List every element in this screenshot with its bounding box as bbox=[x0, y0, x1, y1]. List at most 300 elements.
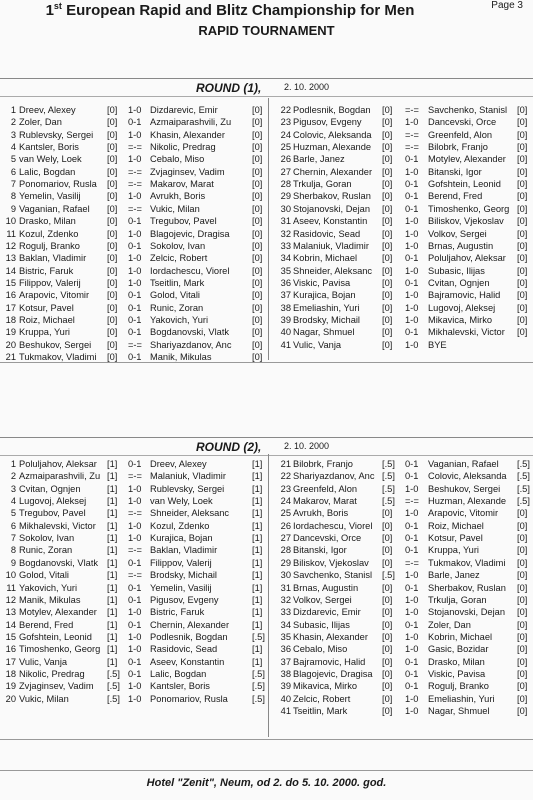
result: 0-1 bbox=[128, 619, 142, 630]
white-score: [0] bbox=[382, 520, 393, 531]
black-player: Nikolic, Predrag bbox=[150, 142, 216, 153]
white-player: Zoler, Dan bbox=[19, 117, 62, 128]
black-score: [0] bbox=[517, 681, 528, 692]
white-player: Kobrin, Michael bbox=[293, 253, 358, 264]
white-player: Bogdanovski, Vlatk bbox=[19, 557, 99, 568]
white-player: Vulic, Vanja bbox=[293, 339, 342, 350]
board-number: 29 bbox=[280, 191, 291, 202]
board-number: 2 bbox=[10, 117, 16, 128]
pairing-row bbox=[0, 705, 533, 717]
result: 1-0 bbox=[405, 216, 419, 227]
white-player: Rogulj, Branko bbox=[19, 240, 80, 251]
black-player: Avrukh, Boris bbox=[150, 191, 206, 202]
pairing-row bbox=[0, 693, 533, 705]
result: 0-1 bbox=[405, 203, 419, 214]
black-player: Bajramovic, Halid bbox=[428, 290, 501, 301]
white-score: [0] bbox=[107, 142, 118, 153]
white-player: Chernin, Alexander bbox=[293, 166, 373, 177]
board-number: 8 bbox=[10, 545, 16, 556]
black-score: [0] bbox=[517, 656, 528, 667]
black-player: Makarov, Marat bbox=[150, 179, 214, 190]
board-number: 26 bbox=[280, 154, 291, 165]
black-score: [0] bbox=[517, 594, 528, 605]
white-player: van Wely, Loek bbox=[19, 154, 82, 165]
black-score: [0] bbox=[252, 105, 263, 115]
result: =-= bbox=[405, 129, 419, 140]
black-score: [0] bbox=[517, 314, 528, 325]
black-player: Filippov, Valerij bbox=[150, 557, 212, 568]
white-score: [1] bbox=[107, 483, 118, 494]
white-score: [1] bbox=[107, 607, 118, 618]
result: 0-1 bbox=[405, 179, 419, 190]
pairing-row bbox=[0, 277, 533, 289]
board-number: 34 bbox=[280, 253, 291, 264]
board-number: 24 bbox=[280, 129, 291, 140]
white-score: [0] bbox=[382, 117, 393, 128]
result: 0-1 bbox=[128, 302, 142, 313]
result: 1-0 bbox=[128, 644, 142, 655]
board-number: 36 bbox=[280, 644, 291, 655]
result: 0-1 bbox=[405, 582, 419, 593]
white-player: Mikhalevski, Victor bbox=[19, 520, 96, 531]
white-score: [0] bbox=[107, 290, 118, 301]
result: 1-0 bbox=[405, 166, 419, 177]
result: =-= bbox=[128, 508, 142, 519]
white-player: Rasidovic, Sead bbox=[293, 228, 361, 239]
white-player: Rublevsky, Sergei bbox=[19, 129, 94, 140]
white-score: [0] bbox=[382, 290, 393, 301]
white-score: [.5] bbox=[382, 483, 395, 494]
result: =-= bbox=[405, 496, 419, 507]
black-score: [0] bbox=[252, 179, 263, 190]
white-player: Vulic, Vanja bbox=[19, 656, 68, 667]
white-score: [.5] bbox=[382, 459, 395, 469]
white-score: [0] bbox=[382, 656, 393, 667]
board-number: 39 bbox=[280, 314, 291, 325]
white-player: Cvitan, Ognjen bbox=[19, 483, 81, 494]
black-player: Mikhalevski, Victor bbox=[428, 327, 505, 338]
board-number: 21 bbox=[280, 459, 291, 469]
black-player: Kurajica, Bojan bbox=[150, 533, 213, 544]
board-number: 36 bbox=[280, 277, 291, 288]
white-score: [0] bbox=[107, 154, 118, 165]
white-score: [0] bbox=[107, 117, 118, 128]
black-player: Ponomariov, Rusla bbox=[150, 693, 228, 704]
pairing-row bbox=[0, 265, 533, 277]
board-number: 37 bbox=[280, 656, 291, 667]
white-score: [0] bbox=[107, 314, 118, 325]
white-player: Kurajica, Bojan bbox=[293, 290, 356, 301]
black-player: Dreev, Alexey bbox=[150, 459, 207, 469]
white-player: Colovic, Aleksanda bbox=[293, 129, 372, 140]
black-score: [1] bbox=[252, 582, 263, 593]
board-number: 13 bbox=[5, 253, 16, 264]
white-player: Tseitlin, Mark bbox=[293, 706, 348, 716]
result: 0-1 bbox=[128, 314, 142, 325]
result: 1-0 bbox=[405, 314, 419, 325]
pairing-row bbox=[0, 495, 533, 507]
black-score: [0] bbox=[517, 668, 528, 679]
pairing-row bbox=[0, 203, 533, 215]
black-score: [0] bbox=[517, 508, 528, 519]
pairing-row bbox=[0, 532, 533, 544]
white-score: [0] bbox=[382, 179, 393, 190]
board-number: 18 bbox=[5, 314, 16, 325]
white-player: Bitanski, Igor bbox=[293, 545, 347, 556]
white-score: [.5] bbox=[382, 570, 395, 581]
board-number: 6 bbox=[10, 520, 16, 531]
black-score: [1] bbox=[252, 471, 263, 482]
result: 0-1 bbox=[405, 533, 419, 544]
black-player: Chernin, Alexander bbox=[150, 619, 230, 630]
black-player: Sokolov, Ivan bbox=[150, 240, 206, 251]
black-player: Vaganian, Rafael bbox=[428, 459, 499, 469]
white-player: Aseev, Konstantin bbox=[293, 216, 368, 227]
board-number: 38 bbox=[280, 668, 291, 679]
black-score: [0] bbox=[252, 314, 263, 325]
board-number: 22 bbox=[280, 471, 291, 482]
board-number: 1 bbox=[10, 459, 16, 469]
white-score: [0] bbox=[107, 327, 118, 338]
white-player: Dreev, Alexey bbox=[19, 105, 76, 115]
result: 0-1 bbox=[128, 459, 142, 469]
result: 1-0 bbox=[128, 496, 142, 507]
result: =-= bbox=[128, 339, 142, 350]
pairing-row bbox=[0, 520, 533, 532]
black-score: [0] bbox=[252, 277, 263, 288]
white-score: [1] bbox=[107, 656, 118, 667]
black-player: Arapovic, Vitomir bbox=[428, 508, 499, 519]
white-player: Trkulja, Goran bbox=[293, 179, 352, 190]
result: 1-0 bbox=[128, 520, 142, 531]
white-player: Viskic, Pavisa bbox=[293, 277, 351, 288]
pairing-row bbox=[0, 116, 533, 128]
white-player: Ponomariov, Rusla bbox=[19, 179, 97, 190]
black-player: Malaniuk, Vladimir bbox=[150, 471, 226, 482]
black-player: Vukic, Milan bbox=[150, 203, 200, 214]
white-score: [.5] bbox=[382, 471, 395, 482]
black-player: Bistric, Faruk bbox=[150, 607, 205, 618]
white-score: [1] bbox=[107, 459, 118, 469]
white-score: [0] bbox=[107, 228, 118, 239]
board-number: 14 bbox=[5, 619, 16, 630]
result: 1-0 bbox=[405, 607, 419, 618]
black-player: Runic, Zoran bbox=[150, 302, 204, 313]
white-score: [0] bbox=[107, 191, 118, 202]
pairing-row bbox=[0, 302, 533, 314]
result: 0-1 bbox=[128, 656, 142, 667]
white-score: [1] bbox=[107, 594, 118, 605]
black-score: [0] bbox=[517, 545, 528, 556]
result: 1-0 bbox=[405, 117, 419, 128]
white-score: [0] bbox=[382, 228, 393, 239]
black-score: [1] bbox=[252, 594, 263, 605]
document-title: 1st European Rapid and Blitz Championship for Men bbox=[45, 1, 415, 19]
black-score: [0] bbox=[517, 631, 528, 642]
board-number: 15 bbox=[5, 277, 16, 288]
black-player: van Wely, Loek bbox=[150, 496, 213, 507]
white-score: [0] bbox=[382, 508, 393, 519]
white-player: Zvjaginsev, Vadim bbox=[19, 681, 94, 692]
result: 0-1 bbox=[405, 327, 419, 338]
round-title: ROUND (1), bbox=[196, 81, 262, 95]
white-score: [0] bbox=[107, 216, 118, 227]
black-player: Kantsler, Boris bbox=[150, 681, 210, 692]
white-score: [0] bbox=[107, 352, 118, 362]
board-number: 32 bbox=[280, 594, 291, 605]
black-player: Drasko, Milan bbox=[428, 656, 485, 667]
white-score: [0] bbox=[107, 203, 118, 214]
black-player: Berend, Fred bbox=[428, 191, 483, 202]
board-number: 13 bbox=[5, 607, 16, 618]
white-score: [0] bbox=[107, 265, 118, 276]
white-score: [1] bbox=[107, 644, 118, 655]
black-score: [0] bbox=[252, 216, 263, 227]
black-score: [1] bbox=[252, 570, 263, 581]
white-player: Timoshenko, Georg bbox=[19, 644, 101, 655]
result: 1-0 bbox=[128, 277, 142, 288]
pairing-row bbox=[0, 326, 533, 338]
black-score: [0] bbox=[517, 129, 528, 140]
board-number: 40 bbox=[280, 327, 291, 338]
black-player: Mikavica, Mirko bbox=[428, 314, 493, 325]
result: 1-0 bbox=[405, 339, 419, 350]
black-player: Aseev, Konstantin bbox=[150, 656, 225, 667]
black-score: [.5] bbox=[252, 693, 265, 704]
result: 1-0 bbox=[405, 631, 419, 642]
board-number: 10 bbox=[5, 216, 16, 227]
white-score: [0] bbox=[382, 327, 393, 338]
result: 1-0 bbox=[405, 240, 419, 251]
black-score: [0] bbox=[517, 277, 528, 288]
white-score: [0] bbox=[382, 142, 393, 153]
black-player: Biliskov, Vjekoslav bbox=[428, 216, 504, 227]
board-number: 23 bbox=[280, 483, 291, 494]
black-score: [0] bbox=[252, 154, 263, 165]
black-score: [.5] bbox=[252, 668, 265, 679]
black-score: [0] bbox=[252, 290, 263, 301]
black-score: [.5] bbox=[517, 471, 530, 482]
board-number: 19 bbox=[5, 681, 16, 692]
black-score: [0] bbox=[517, 582, 528, 593]
pairing-row bbox=[0, 129, 533, 141]
white-player: Tukmakov, Vladimi bbox=[19, 352, 97, 362]
black-score: [0] bbox=[517, 166, 528, 177]
white-player: Barle, Janez bbox=[293, 154, 345, 165]
white-score: [0] bbox=[382, 631, 393, 642]
result: 0-1 bbox=[405, 253, 419, 264]
board-number: 33 bbox=[280, 607, 291, 618]
result: 1-0 bbox=[128, 265, 142, 276]
result: =-= bbox=[405, 142, 419, 153]
result: 0-1 bbox=[128, 594, 142, 605]
black-player: Tregubov, Pavel bbox=[150, 216, 217, 227]
white-score: [0] bbox=[382, 533, 393, 544]
black-player: Gasic, Bozidar bbox=[428, 644, 489, 655]
white-score: [1] bbox=[107, 545, 118, 556]
board-number: 20 bbox=[5, 339, 16, 350]
white-score: [.5] bbox=[107, 693, 120, 704]
black-player: Barle, Janez bbox=[428, 570, 480, 581]
white-player: Kruppa, Yuri bbox=[19, 327, 70, 338]
board-number: 37 bbox=[280, 290, 291, 301]
black-player: Poluljahov, Aleksar bbox=[428, 253, 506, 264]
white-score: [0] bbox=[382, 203, 393, 214]
white-player: Mikavica, Mirko bbox=[293, 681, 358, 692]
white-score: [0] bbox=[107, 277, 118, 288]
white-player: Avrukh, Boris bbox=[293, 508, 349, 519]
white-score: [0] bbox=[382, 302, 393, 313]
white-score: [1] bbox=[107, 582, 118, 593]
black-score: [0] bbox=[517, 570, 528, 581]
black-score: [1] bbox=[252, 533, 263, 544]
result: 0-1 bbox=[128, 327, 142, 338]
result: =-= bbox=[128, 570, 142, 581]
white-score: [0] bbox=[382, 594, 393, 605]
black-score: [0] bbox=[517, 302, 528, 313]
black-score: [0] bbox=[517, 607, 528, 618]
white-player: Vaganian, Rafael bbox=[19, 203, 90, 214]
white-score: [0] bbox=[382, 191, 393, 202]
black-player: Subasic, Ilijas bbox=[428, 265, 485, 276]
white-player: Filippov, Valerij bbox=[19, 277, 81, 288]
board-number: 30 bbox=[280, 203, 291, 214]
result: 1-0 bbox=[405, 228, 419, 239]
result: =-= bbox=[128, 142, 142, 153]
white-player: Emeliashin, Yuri bbox=[293, 302, 360, 313]
white-score: [1] bbox=[107, 471, 118, 482]
black-player: Zvjaginsev, Vadim bbox=[150, 166, 225, 177]
result: 1-0 bbox=[128, 483, 142, 494]
result: 0-1 bbox=[128, 557, 142, 568]
footer: Hotel "Zenit", Neum, od 2. do 5. 10. 2000. god. bbox=[146, 777, 387, 789]
black-score: [1] bbox=[252, 483, 263, 494]
white-score: [0] bbox=[382, 240, 393, 251]
document-subtitle: RAPID TOURNAMENT bbox=[198, 23, 335, 38]
black-score: [0] bbox=[252, 117, 263, 128]
black-score: [1] bbox=[252, 607, 263, 618]
result: 0-1 bbox=[405, 459, 419, 469]
board-number: 26 bbox=[280, 520, 291, 531]
pairing-row bbox=[0, 569, 533, 581]
white-player: Podlesnik, Bogdan bbox=[293, 105, 371, 115]
black-player: Pigusov, Evgeny bbox=[150, 594, 219, 605]
black-score: [.5] bbox=[517, 496, 530, 507]
board-number: 12 bbox=[5, 240, 16, 251]
black-score: [0] bbox=[517, 533, 528, 544]
white-player: Volkov, Sergei bbox=[293, 594, 352, 605]
white-player: Tregubov, Pavel bbox=[19, 508, 86, 519]
black-player: Kozul, Zdenko bbox=[150, 520, 210, 531]
black-score: [0] bbox=[252, 142, 263, 153]
white-player: Runic, Zoran bbox=[19, 545, 73, 556]
white-score: [0] bbox=[382, 644, 393, 655]
black-player: BYE bbox=[428, 339, 447, 350]
result: 0-1 bbox=[128, 117, 142, 128]
black-player: Bitanski, Igor bbox=[428, 166, 482, 177]
white-score: [0] bbox=[382, 277, 393, 288]
result: 1-0 bbox=[405, 644, 419, 655]
black-score: [1] bbox=[252, 619, 263, 630]
black-player: Kruppa, Yuri bbox=[428, 545, 479, 556]
white-score: [0] bbox=[382, 265, 393, 276]
black-player: Trkulja, Goran bbox=[428, 594, 487, 605]
black-player: Khasin, Alexander bbox=[150, 129, 225, 140]
black-score: [0] bbox=[252, 253, 263, 264]
black-player: Emeliashin, Yuri bbox=[428, 693, 495, 704]
result: 1-0 bbox=[405, 570, 419, 581]
pairing-row bbox=[0, 631, 533, 643]
black-score: [.5] bbox=[517, 483, 530, 494]
board-number: 22 bbox=[280, 105, 291, 115]
result: 0-1 bbox=[405, 656, 419, 667]
board-number: 2 bbox=[10, 471, 16, 482]
black-player: Dancevski, Orce bbox=[428, 117, 497, 128]
board-number: 9 bbox=[10, 557, 16, 568]
black-player: Cvitan, Ognjen bbox=[428, 277, 490, 288]
black-score: [0] bbox=[517, 265, 528, 276]
board-number: 31 bbox=[280, 216, 291, 227]
board-number: 24 bbox=[280, 496, 291, 507]
white-score: [0] bbox=[382, 253, 393, 264]
board-number: 11 bbox=[6, 582, 16, 593]
white-player: Roiz, Michael bbox=[19, 314, 75, 325]
black-score: [1] bbox=[252, 496, 263, 507]
black-player: Azmaiparashvili, Zu bbox=[150, 117, 232, 128]
board-number: 34 bbox=[280, 619, 291, 630]
white-player: Cebalo, Miso bbox=[293, 644, 348, 655]
white-score: [1] bbox=[107, 557, 118, 568]
black-score: [0] bbox=[252, 265, 263, 276]
white-player: Sokolov, Ivan bbox=[19, 533, 75, 544]
white-score: [0] bbox=[382, 582, 393, 593]
white-player: Huzman, Alexande bbox=[293, 142, 372, 153]
white-player: Pigusov, Evgeny bbox=[293, 117, 362, 128]
white-score: [1] bbox=[107, 520, 118, 531]
board-number: 4 bbox=[10, 496, 16, 507]
black-player: Yemelin, Vasilij bbox=[150, 582, 212, 593]
white-player: Poluljahov, Aleksar bbox=[19, 459, 97, 469]
black-score: [0] bbox=[517, 520, 528, 531]
black-player: Kotsur, Pavel bbox=[428, 533, 483, 544]
result: 1-0 bbox=[128, 228, 142, 239]
white-score: [1] bbox=[107, 619, 118, 630]
white-score: [0] bbox=[382, 105, 393, 115]
pairing-row bbox=[0, 458, 533, 470]
black-player: Tukmakov, Vladimi bbox=[428, 557, 506, 568]
white-player: Nagar, Shmuel bbox=[293, 327, 355, 338]
white-score: [0] bbox=[382, 706, 393, 716]
black-player: Gofshtein, Leonid bbox=[428, 179, 501, 190]
white-player: Kozul, Zdenko bbox=[19, 228, 79, 239]
board-number: 29 bbox=[280, 557, 291, 568]
round-date: 2. 10. 2000 bbox=[284, 82, 330, 92]
result: 0-1 bbox=[405, 191, 419, 202]
board-number: 35 bbox=[280, 265, 291, 276]
black-player: Stojanovski, Dejan bbox=[428, 607, 505, 618]
white-score: [0] bbox=[107, 302, 118, 313]
white-player: Kotsur, Pavel bbox=[19, 302, 74, 313]
board-number: 4 bbox=[10, 142, 16, 153]
white-player: Sherbakov, Ruslan bbox=[293, 191, 371, 202]
white-player: Brodsky, Michail bbox=[293, 314, 360, 325]
black-player: Viskic, Pavisa bbox=[428, 668, 486, 679]
black-score: [0] bbox=[517, 203, 528, 214]
result: 0-1 bbox=[128, 216, 142, 227]
board-number: 40 bbox=[280, 693, 291, 704]
board-number: 20 bbox=[5, 693, 16, 704]
black-score: [0] bbox=[252, 129, 263, 140]
